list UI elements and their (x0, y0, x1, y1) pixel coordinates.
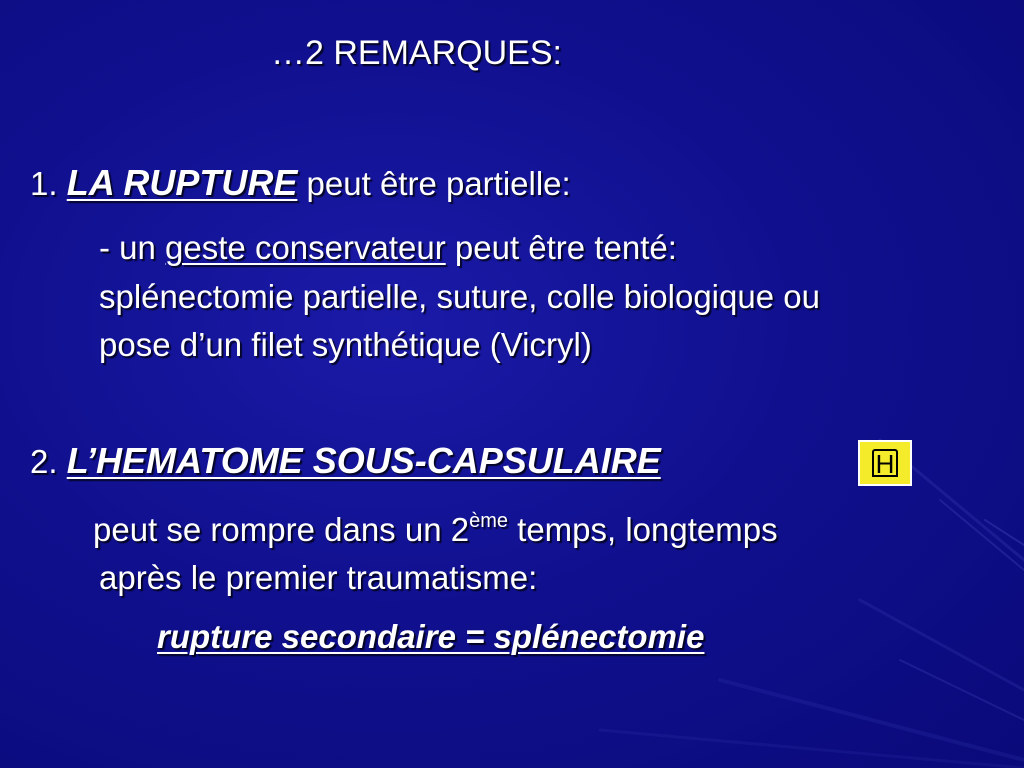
point-1-heading-line (30, 160, 571, 207)
point-1-number: 1. (30, 165, 58, 202)
point-1-line-1-prefix: - un (99, 229, 166, 266)
point-1-line-1 (99, 225, 677, 271)
point-1-line-2: splénectomie partielle, suture, colle biologique ou (99, 278, 820, 315)
point-1-line-1-term: geste conservateur (165, 229, 446, 266)
point-2-line-1-superscript: ème (469, 510, 508, 532)
point-1-line-3: pose d’un filet synthétique (Vicryl) (99, 326, 592, 363)
point-2-line-1-prefix: peut se rompre dans un 2 (93, 511, 470, 548)
point-1-heading-suffix: peut être partielle: (297, 165, 571, 202)
point-2-line-1 (93, 507, 778, 553)
point-1-heading: LA RUPTURE (66, 162, 298, 203)
hospital-h-sign-icon (858, 440, 912, 486)
point-2-heading-line (30, 438, 661, 485)
point-2-heading: L’HEMATOME SOUS-CAPSULAIRE (66, 440, 661, 481)
point-2-number: 2. (30, 443, 58, 480)
point-2-conclusion: rupture secondaire = splénectomie (157, 618, 705, 655)
point-2-line-1-suffix: temps, longtemps (507, 511, 778, 548)
h-sign-letter: H (875, 449, 895, 479)
point-1-line-1-suffix: peut être tenté: (445, 229, 677, 266)
point-2-line-2: après le premier traumatisme: (99, 559, 538, 596)
slide-title: …2 REMARQUES: (271, 34, 562, 72)
